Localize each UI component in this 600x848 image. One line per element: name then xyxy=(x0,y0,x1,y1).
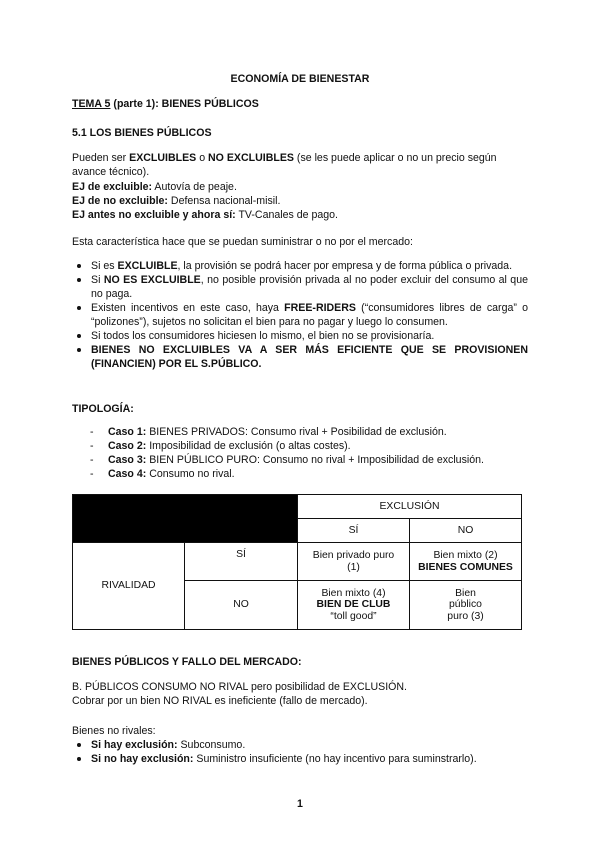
cell-line: (1) xyxy=(347,561,360,573)
cell-line: público xyxy=(449,599,482,611)
cell-bold: BIEN DE CLUB xyxy=(316,599,391,611)
cell-private-good xyxy=(298,543,410,581)
case-text: Imposibilidad de exclusión (o altas costes). xyxy=(146,440,351,452)
page-number: 1 xyxy=(297,798,303,810)
fallo-line: Cobrar por un bien NO RIVAL es ineficiente (fallo de mercado). xyxy=(72,695,368,707)
goods-classification-table xyxy=(72,494,522,630)
bullet-text: , la provisión se podrá hacer por empresa y de forma pública o privada. xyxy=(177,260,513,272)
example-label: EJ de excluible: xyxy=(72,181,153,193)
cell-club-good xyxy=(298,581,410,630)
cell-line: Bien privado puro xyxy=(312,550,395,561)
typology-heading: TIPOLOGÍA: xyxy=(72,403,134,415)
bullet-text: , no posible provisión privada al no poder excluir del consumo al que no paga. xyxy=(91,274,528,300)
case-item xyxy=(72,453,528,467)
topic-rest: (parte 1): BIENES PÚBLICOS xyxy=(110,98,259,110)
header-rivalidad-si: SÍ xyxy=(185,543,298,581)
intro-text: Pueden ser xyxy=(72,152,130,164)
bullet-text: Si xyxy=(91,274,104,286)
case-text: BIEN PÚBLICO PURO: Consumo no rival + Imposibilidad de exclusión. xyxy=(146,454,484,466)
market-intro: Esta característica hace que se puedan suministrar o no por el mercado: xyxy=(72,236,413,248)
intro-no-excluibles: NO EXCLUIBLES xyxy=(208,152,294,164)
cell-common-goods xyxy=(410,543,522,581)
bullet-item xyxy=(72,259,528,273)
bullet-text: Subconsumo. xyxy=(177,739,246,751)
header-rivalidad-no: NO xyxy=(185,581,298,630)
case-label: Caso 4: xyxy=(108,468,147,480)
cell-line: Bien mixto (4) xyxy=(321,587,386,599)
intro-excluibles: EXCLUIBLES xyxy=(129,152,197,164)
bullet-keyword: BIENES NO EXCLUIBLES VA A SER MÁS EFICIENTE QUE SE PROVISIONEN (FINANCIEN) POR EL S.PÚBLICO. xyxy=(91,344,528,370)
bullet-keyword: EXCLUIBLE xyxy=(117,260,178,272)
bullet-item xyxy=(72,273,528,301)
case-label: Caso 2: xyxy=(108,440,147,452)
case-text: BIENES PRIVADOS: Consumo rival + Posibilidad de exclusión. xyxy=(146,426,447,438)
cell-line: puro (3) xyxy=(447,610,484,622)
case-text: Consumo no rival. xyxy=(146,468,235,480)
document-title: ECONOMÍA DE BIENESTAR xyxy=(230,73,370,85)
case-label: Caso 1: xyxy=(108,426,147,438)
cell-line: Bien mixto (2) xyxy=(433,550,498,561)
fallo-line: B. PÚBLICOS CONSUMO NO RIVAL pero posibilidad de EXCLUSIÓN. xyxy=(72,681,407,693)
bullet-keyword: NO ES EXCLUIBLE xyxy=(103,274,201,286)
intro-text: o xyxy=(196,152,209,164)
no-rivales-heading: Bienes no rivales: xyxy=(72,725,156,737)
bullet-keyword: Si hay exclusión: xyxy=(91,739,178,751)
typology-list xyxy=(72,425,528,481)
cell-pure-public-good xyxy=(410,581,522,630)
intro-text: (se les puede aplicar o no un precio según avance técnico). xyxy=(72,152,497,178)
bullet-item xyxy=(72,738,528,752)
bullet-text: (“consumidores libres de carga” o “polizones”), sujetos no solicitan el bien para no pagar y luego lo consumen. xyxy=(91,302,528,328)
topic-label: TEMA 5 xyxy=(72,98,111,110)
bullet-text: Existen incentivos en este caso, haya xyxy=(91,302,285,314)
bullet-item xyxy=(72,329,528,343)
case-item xyxy=(72,467,528,481)
bullet-text: Si todos los consumidores hiciesen lo mismo, el bien no se provisionaría. xyxy=(91,330,435,342)
cell-line: Bien xyxy=(455,587,476,599)
example-line xyxy=(72,208,528,222)
bullet-keyword: FREE-RIDERS xyxy=(284,302,356,314)
intro-paragraph xyxy=(72,151,528,179)
bullet-text: Si es xyxy=(91,260,118,272)
examples-list xyxy=(72,180,528,222)
example-text: TV-Canales de pago. xyxy=(235,209,338,221)
section-heading-bienes-publicos: 5.1 LOS BIENES PÚBLICOS xyxy=(72,127,212,139)
header-exclusion: EXCLUSIÓN xyxy=(298,495,522,519)
example-label: EJ antes no excluible y ahora sí: xyxy=(72,209,236,221)
no-rivales-list xyxy=(72,738,528,766)
bullet-text: Suministro insuficiente (no hay incentivo para suminstrarlo). xyxy=(193,753,477,765)
example-text: Autovía de peaje. xyxy=(152,181,237,193)
bullet-keyword: Si no hay exclusión: xyxy=(91,753,194,765)
cell-bold: BIENES COMUNES xyxy=(418,561,513,573)
section-heading-fallo-mercado: BIENES PÚBLICOS Y FALLO DEL MERCADO: xyxy=(72,656,302,668)
header-rivalidad: RIVALIDAD xyxy=(73,543,185,630)
excludability-bullets xyxy=(72,259,528,371)
header-exclusion-si: SÍ xyxy=(298,519,410,543)
table-corner xyxy=(73,495,298,543)
bullet-item xyxy=(72,301,528,329)
example-text: Defensa nacional-misil. xyxy=(167,195,281,207)
case-item xyxy=(72,439,528,453)
case-label: Caso 3: xyxy=(108,454,147,466)
cell-line: “toll good” xyxy=(330,610,377,622)
topic-heading xyxy=(72,97,259,111)
fallo-paragraph xyxy=(72,680,528,708)
example-label: EJ de no excluible: xyxy=(72,195,168,207)
example-line xyxy=(72,180,528,194)
bullet-item xyxy=(72,343,528,371)
example-line xyxy=(72,194,528,208)
header-exclusion-no: NO xyxy=(410,519,522,543)
case-item xyxy=(72,425,528,439)
bullet-item xyxy=(72,752,528,766)
